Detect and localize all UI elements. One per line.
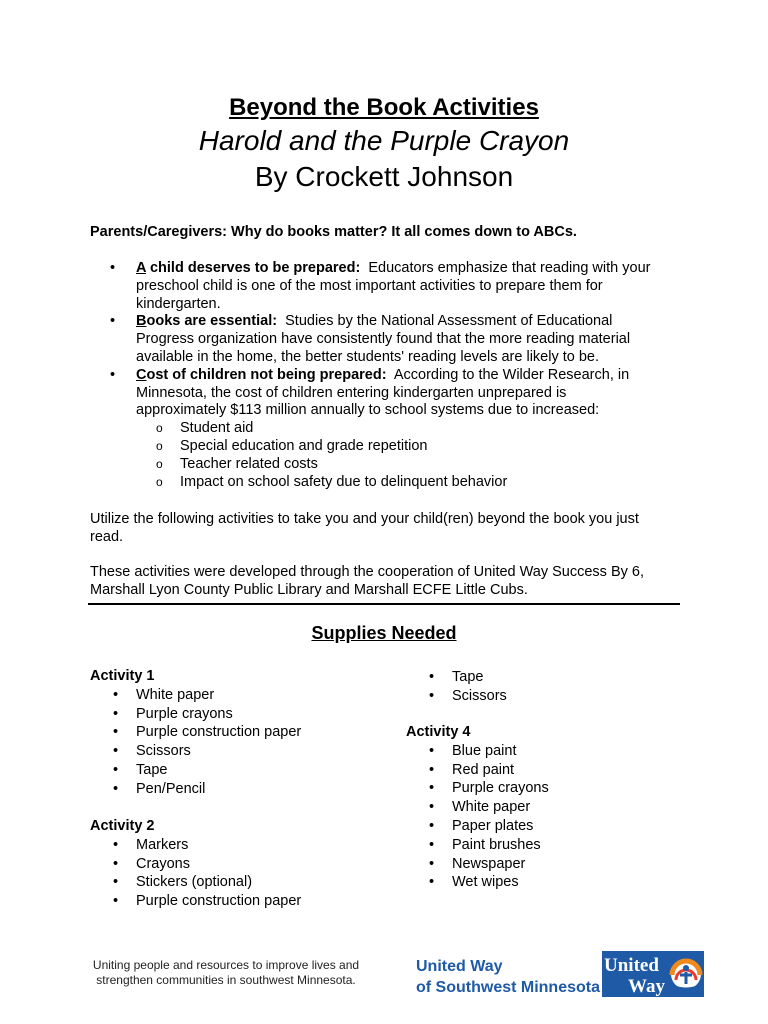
- circle-bullet-icon: o: [156, 438, 163, 453]
- org-name: United Way of Southwest Minnesota: [416, 958, 600, 996]
- list-item: • Scissors: [429, 687, 507, 704]
- abc-lead: child deserves to be prepared:: [145, 260, 361, 276]
- abc-body-line: Studies by the National Assessment of Educational: [285, 313, 613, 330]
- list-item: • Newspaper: [429, 855, 526, 872]
- activity-1-list: [90, 667, 301, 799]
- author-line: By Crockett Johnson: [254, 161, 514, 192]
- abc-lead: ooks are essential:: [146, 313, 278, 330]
- sub-item: o Special education and grade repetition: [156, 437, 428, 454]
- bullet-icon: •: [429, 780, 435, 797]
- list-item: • Purple crayons: [429, 780, 549, 797]
- abc-body-line: kindergarten.: [136, 295, 221, 312]
- utilize-paragraph: Utilize the following activities to take you and your child(ren) beyond the book you just read.: [90, 511, 639, 545]
- supplies-heading: Supplies Needed: [311, 623, 457, 643]
- list-item: • Markers: [113, 836, 189, 853]
- bullet-icon: •: [113, 780, 119, 797]
- circle-bullet-icon: o: [156, 421, 163, 436]
- abc-item-b: [110, 313, 700, 366]
- list-item: • Scissors: [113, 743, 191, 760]
- bullet-icon: •: [429, 874, 435, 891]
- intro-heading: Parents/Caregivers: Why do books matter? It all comes down to ABCs.: [90, 224, 577, 240]
- logo-word-1: United: [604, 955, 659, 976]
- list-item: • Paint brushes: [429, 836, 541, 853]
- abc-body-line: Progress organization have consistently found that the more reading material: [136, 331, 631, 348]
- list-item: • Red paint: [429, 761, 515, 778]
- list-item: • Tape: [429, 669, 484, 685]
- list-item: • Purple crayons: [113, 705, 233, 722]
- sub-item: o Student aid: [156, 420, 254, 437]
- list-item: • Tape: [113, 761, 168, 778]
- list-item: • Purple construction paper: [113, 893, 302, 910]
- bullet-icon: •: [429, 669, 435, 685]
- abc-lead: ost of children not being prepared:: [146, 366, 387, 383]
- abc-body-line: According to the Wilder Research, in: [393, 366, 630, 383]
- abc-body-line: Educators emphasize that reading with your: [368, 260, 651, 276]
- bullet-icon: •: [429, 855, 435, 872]
- bullet-icon: •: [113, 874, 119, 891]
- document-title: Beyond the Book Activities: [229, 94, 539, 121]
- book-title: Harold and the Purple Crayon: [198, 125, 570, 156]
- activity-3-continued-list: [406, 668, 507, 706]
- abc-body-line: available in the home, the better students' reading levels are likely to be.: [136, 348, 600, 365]
- circle-bullet-icon: o: [156, 474, 163, 489]
- footer-tagline: Uniting people and resources to improve lives and strengthen communities in southwest Minnesota.: [92, 958, 360, 987]
- bullet-icon: •: [429, 817, 435, 834]
- bullet-icon: •: [110, 260, 116, 276]
- bullet-icon: •: [113, 836, 119, 853]
- abc-body-line: approximately $113 million annually to school systems due to increased:: [136, 402, 600, 419]
- list-item: • Pen/Pencil: [113, 780, 206, 797]
- list-item: • White paper: [429, 799, 531, 816]
- list-item: • Purple construction paper: [113, 724, 302, 741]
- abc-body-line: preschool child is one of the most important activities to prepare them for: [136, 277, 603, 294]
- bullet-icon: •: [113, 705, 119, 722]
- activity-heading: Activity 4: [406, 724, 471, 740]
- activity-2-list: [90, 817, 301, 911]
- bullet-icon: •: [429, 799, 435, 816]
- bullet-icon: •: [113, 761, 119, 778]
- bullet-icon: •: [113, 724, 119, 741]
- list-item: • Crayons: [113, 855, 190, 872]
- activity-heading: Activity 2: [90, 818, 155, 834]
- abc-letter: C: [136, 366, 147, 383]
- bullet-icon: •: [429, 742, 435, 759]
- bullet-icon: •: [113, 686, 119, 703]
- bullet-icon: •: [113, 893, 119, 910]
- list-item: • Wet wipes: [429, 874, 519, 891]
- abc-body-line: Minnesota, the cost of children entering kindergarten unprepared is: [136, 384, 567, 401]
- cooperation-paragraph: These activities were developed through the cooperation of United Way Success By 6, Marshall Lyon County Public Library and Marshall ECFE Little Cubs.: [90, 564, 644, 598]
- person-head: [683, 965, 689, 971]
- divider: [88, 603, 680, 605]
- activity-4-list: [406, 723, 549, 892]
- abc-letter: B: [136, 313, 147, 330]
- list-item: • Stickers (optional): [113, 874, 253, 891]
- abc-item-a: [110, 260, 700, 313]
- abc-list: [110, 260, 700, 491]
- sub-item: o Impact on school safety due to delinquent behavior: [156, 473, 508, 490]
- bullet-icon: •: [429, 687, 435, 704]
- abc-letter: A: [136, 260, 146, 276]
- united-way-logo: [602, 951, 704, 997]
- bullet-icon: •: [110, 366, 116, 383]
- bullet-icon: •: [113, 743, 119, 760]
- bullet-icon: •: [429, 761, 435, 778]
- activity-heading: Activity 1: [90, 668, 155, 684]
- bullet-icon: •: [113, 855, 119, 872]
- list-item: • Blue paint: [429, 742, 517, 759]
- bullet-icon: •: [429, 836, 435, 853]
- sub-item: o Teacher related costs: [156, 455, 318, 472]
- abc-item-c: [110, 367, 700, 492]
- circle-bullet-icon: o: [156, 456, 163, 471]
- logo-word-2: Way: [628, 976, 665, 997]
- list-item: • Paper plates: [429, 817, 534, 834]
- list-item: • White paper: [113, 686, 215, 703]
- bullet-icon: •: [110, 313, 116, 330]
